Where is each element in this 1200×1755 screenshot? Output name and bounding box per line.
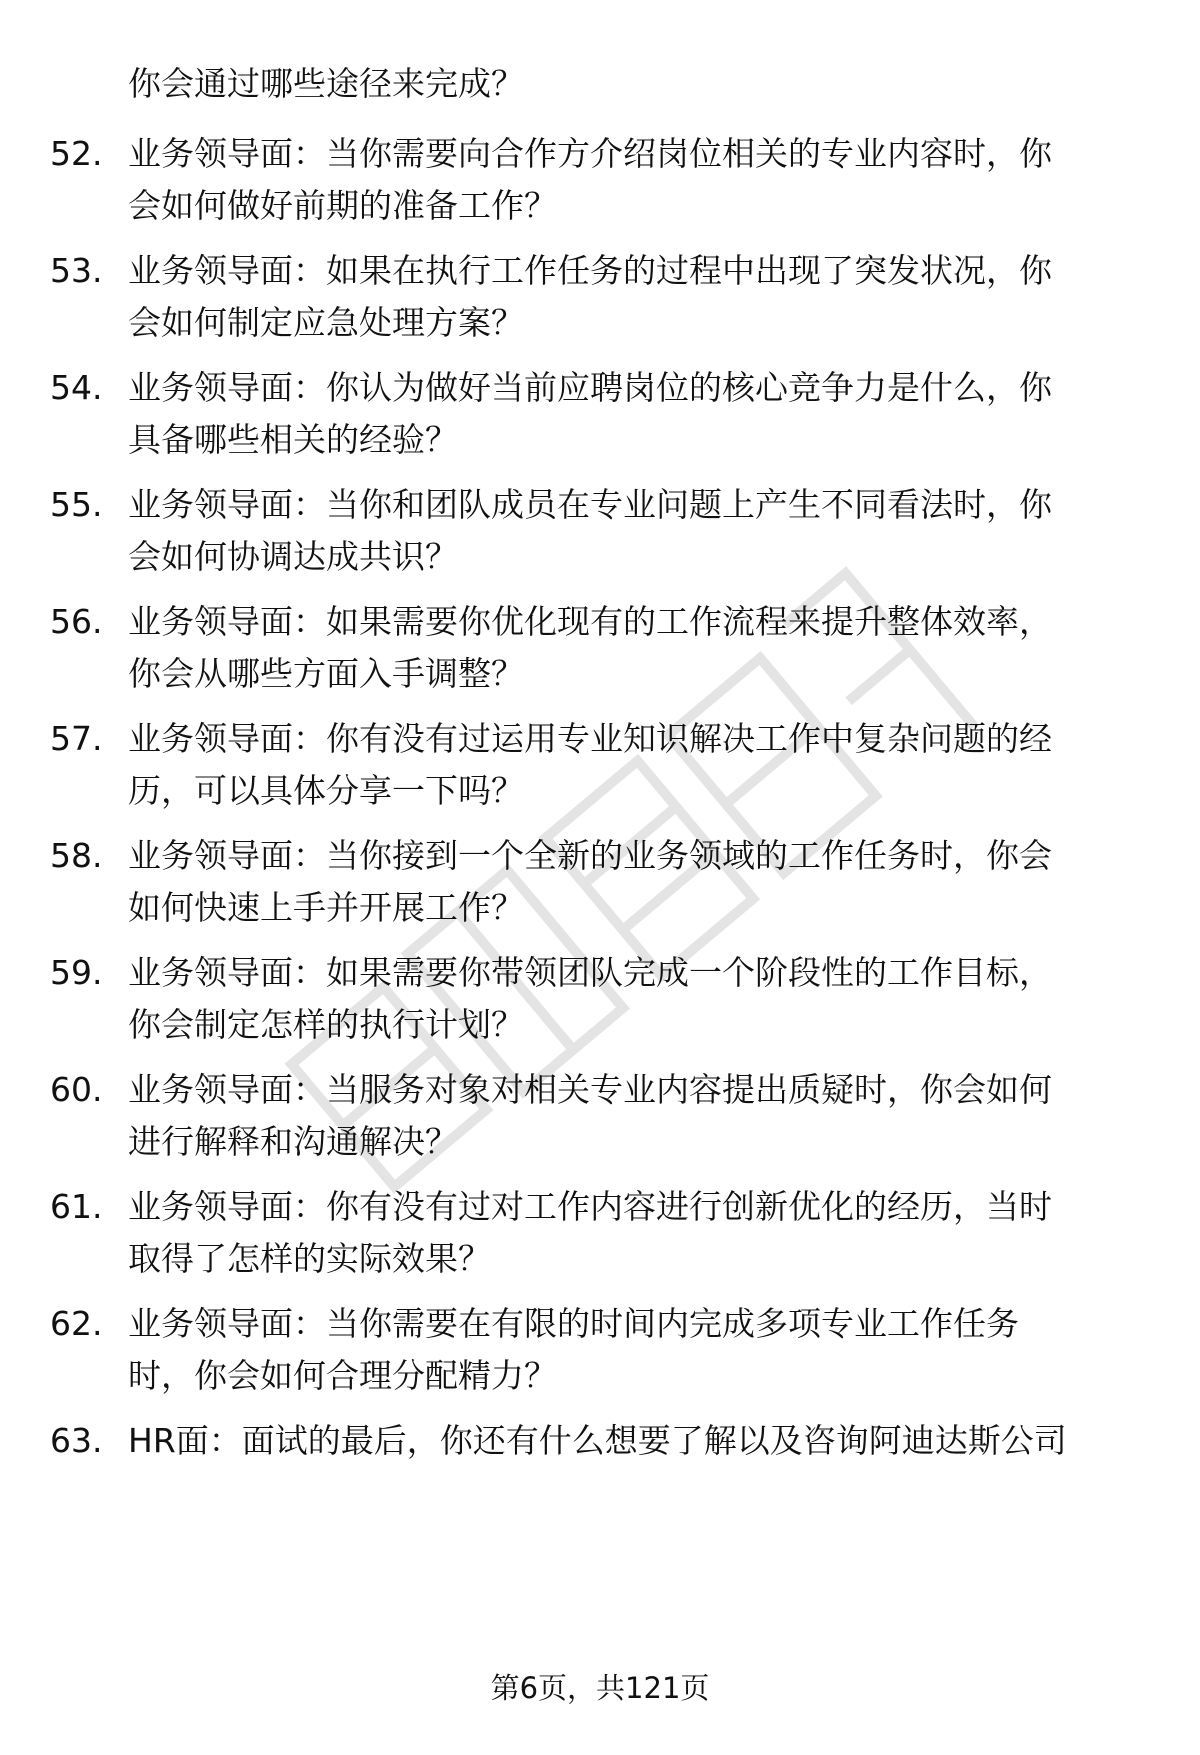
question-number: 54.	[50, 368, 103, 407]
question-text	[128, 1298, 1128, 1402]
question-number: 61.	[50, 1187, 103, 1226]
question-number: 53.	[50, 251, 103, 290]
question-text	[128, 713, 1128, 817]
question-line: 业务领导面：当你需要向合作方介绍岗位相关的专业内容时，你	[128, 134, 1052, 173]
question-text	[128, 245, 1128, 349]
question-line: 你会从哪些方面入手调整？	[128, 654, 524, 693]
question-line: 业务领导面：当你和团队成员在专业问题上产生不同看法时，你	[128, 485, 1052, 524]
question-text	[128, 830, 1128, 934]
question-line: 业务领导面：当服务对象对相关专业内容提出质疑时，你会如何	[128, 1070, 1052, 1109]
continuation-line: 你会通过哪些途径来完成？	[128, 64, 524, 103]
question-text	[128, 479, 1128, 583]
question-number: 62.	[50, 1304, 103, 1343]
question-line: 具备哪些相关的经验？	[128, 420, 458, 459]
question-line: 会如何制定应急处理方案？	[128, 303, 524, 342]
question-line: 如何快速上手并开展工作？	[128, 888, 524, 927]
question-line: 进行解释和沟通解决？	[128, 1122, 458, 1161]
question-number: 55.	[50, 485, 103, 524]
question-text	[128, 1064, 1128, 1168]
page-footer: 第6页，共121页	[490, 1671, 710, 1705]
question-line: 业务领导面：如果在执行工作任务的过程中出现了突发状况，你	[128, 251, 1052, 290]
question-line: 会如何做好前期的准备工作？	[128, 186, 557, 225]
question-line: 业务领导面：如果需要你优化现有的工作流程来提升整体效率，	[128, 602, 1052, 641]
question-line: 会如何协调达成共识？	[128, 537, 458, 576]
question-line: 业务领导面：如果需要你带领团队完成一个阶段性的工作目标，	[128, 953, 1052, 992]
question-line: 业务领导面：你有没有过对工作内容进行创新优化的经历，当时	[128, 1187, 1052, 1226]
question-line: 业务领导面：当你接到一个全新的业务领域的工作任务时，你会	[128, 836, 1052, 875]
question-number: 52.	[50, 134, 103, 173]
question-number: 59.	[50, 953, 103, 992]
question-line: 你会制定怎样的执行计划？	[128, 1005, 524, 1044]
question-text	[128, 1415, 1128, 1467]
question-number: 57.	[50, 719, 103, 758]
question-number: 58.	[50, 836, 103, 875]
question-line: 业务领导面：你认为做好当前应聘岗位的核心竞争力是什么，你	[128, 368, 1052, 407]
question-line: HR面：面试的最后，你还有什么想要了解以及咨询阿迪达斯公司	[128, 1421, 1067, 1460]
question-line: 历，可以具体分享一下吗？	[128, 771, 524, 810]
question-line: 时，你会如何合理分配精力？	[128, 1356, 557, 1395]
question-text	[128, 362, 1128, 466]
question-number: 63.	[50, 1421, 103, 1460]
question-line: 取得了怎样的实际效果？	[128, 1239, 491, 1278]
question-text	[128, 947, 1128, 1051]
question-line: 业务领导面：当你需要在有限的时间内完成多项专业工作任务	[128, 1304, 1019, 1343]
question-number: 60.	[50, 1070, 103, 1109]
question-text	[128, 596, 1128, 700]
question-number: 56.	[50, 602, 103, 641]
question-text	[128, 1181, 1128, 1285]
question-text	[128, 128, 1128, 232]
question-line: 业务领导面：你有没有过运用专业知识解决工作中复杂问题的经	[128, 719, 1052, 758]
